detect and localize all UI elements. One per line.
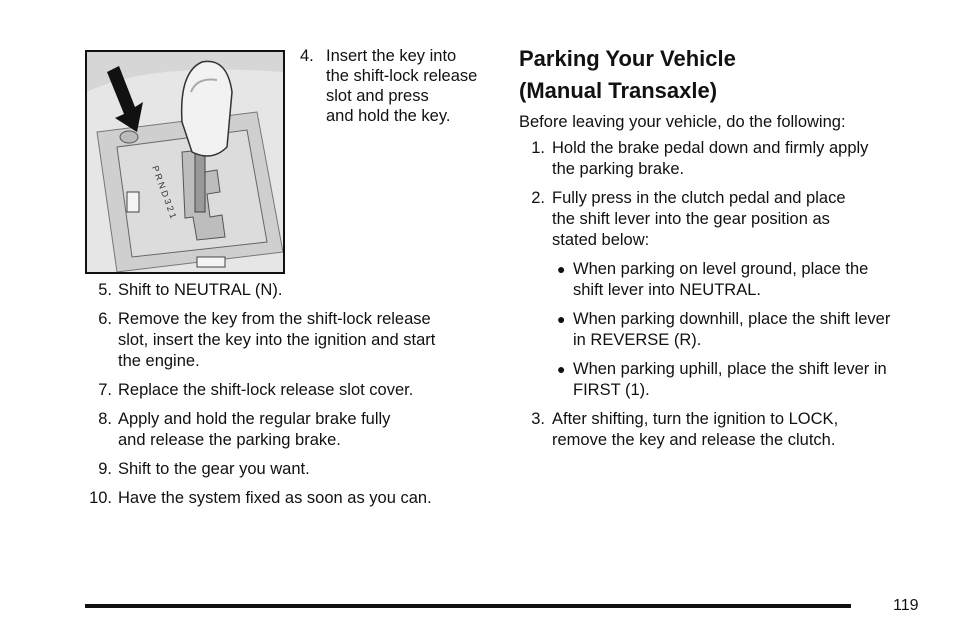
parking-step-2 bbox=[519, 188, 939, 401]
step-line: Replace the shift-lock release slot cover. bbox=[118, 381, 414, 399]
step-line: remove the key and release the clutch. bbox=[552, 431, 836, 449]
shift-lock-steps bbox=[72, 280, 492, 517]
bullet-line: When parking on level ground, place the bbox=[573, 260, 869, 278]
step-line: stated below: bbox=[552, 231, 650, 249]
step-number: 6. bbox=[98, 310, 112, 328]
shift-lock-release-illustration bbox=[85, 50, 285, 274]
step-6 bbox=[72, 309, 492, 372]
step-7 bbox=[72, 380, 492, 401]
step-number: 4. bbox=[300, 47, 314, 65]
section-title bbox=[519, 43, 939, 107]
gear-position-list bbox=[519, 259, 939, 401]
step-number: 2. bbox=[531, 189, 545, 207]
section-title-line: Parking Your Vehicle bbox=[519, 46, 736, 71]
step-5 bbox=[72, 280, 492, 301]
step-line: Fully press in the clutch pedal and place bbox=[552, 189, 846, 207]
bullet-line: When parking downhill, place the shift lever bbox=[573, 310, 891, 328]
step-line: and release the parking brake. bbox=[118, 431, 341, 449]
step-number: 10. bbox=[89, 489, 112, 507]
step-number: 5. bbox=[98, 281, 112, 299]
bullet-line: When parking uphill, place the shift lever in bbox=[573, 360, 887, 378]
step-number: 9. bbox=[98, 460, 112, 478]
footer-rule bbox=[85, 604, 851, 608]
step-10 bbox=[72, 488, 492, 509]
bullet-line: FIRST (1). bbox=[573, 381, 650, 399]
step-number: 8. bbox=[98, 410, 112, 428]
parking-step-3 bbox=[519, 409, 939, 451]
page-number: 119 bbox=[893, 597, 919, 614]
svg-text:P R N D 3 2 1: P R N D 3 2 1 bbox=[150, 164, 179, 220]
step-number: 7. bbox=[98, 381, 112, 399]
step-line: Shift to the gear you want. bbox=[118, 460, 310, 478]
step-line: slot and press bbox=[326, 87, 429, 105]
step-line: and hold the key. bbox=[326, 107, 451, 125]
step-number: 3. bbox=[531, 410, 545, 428]
bullet-item bbox=[519, 309, 939, 351]
step-line: the shift lever into the gear position as bbox=[552, 210, 830, 228]
parking-step-1 bbox=[519, 138, 939, 180]
bullet-line: shift lever into NEUTRAL. bbox=[573, 281, 761, 299]
step-line: the parking brake. bbox=[552, 160, 685, 178]
section-title-line: (Manual Transaxle) bbox=[519, 78, 718, 103]
bullet-icon: ● bbox=[557, 261, 566, 277]
step-line: slot, insert the key into the ignition and start bbox=[118, 331, 436, 349]
bullet-line: in REVERSE (R). bbox=[573, 331, 702, 349]
step-line: Have the system fixed as soon as you can. bbox=[118, 489, 432, 507]
step-line: Insert the key into bbox=[326, 47, 457, 65]
step-line: Apply and hold the regular brake fully bbox=[118, 410, 391, 428]
step-line: Shift to NEUTRAL (N). bbox=[118, 281, 283, 299]
step-line: the shift-lock release bbox=[326, 67, 478, 85]
parking-steps bbox=[519, 138, 939, 459]
bullet-icon: ● bbox=[557, 361, 566, 377]
section-intro: Before leaving your vehicle, do the following: bbox=[519, 113, 846, 131]
step-line: Hold the brake pedal down and firmly apply bbox=[552, 139, 869, 157]
step-8 bbox=[72, 409, 492, 451]
step-9 bbox=[72, 459, 492, 480]
step-4 bbox=[300, 46, 500, 126]
step-line: the engine. bbox=[118, 352, 200, 370]
step-line: After shifting, turn the ignition to LOCK, bbox=[552, 410, 839, 428]
shifter-drawing bbox=[87, 52, 283, 272]
bullet-icon: ● bbox=[557, 311, 566, 327]
step-number: 1. bbox=[531, 139, 545, 157]
bullet-item bbox=[519, 359, 939, 401]
step-line: Remove the key from the shift-lock release bbox=[118, 310, 431, 328]
bullet-item bbox=[519, 259, 939, 301]
